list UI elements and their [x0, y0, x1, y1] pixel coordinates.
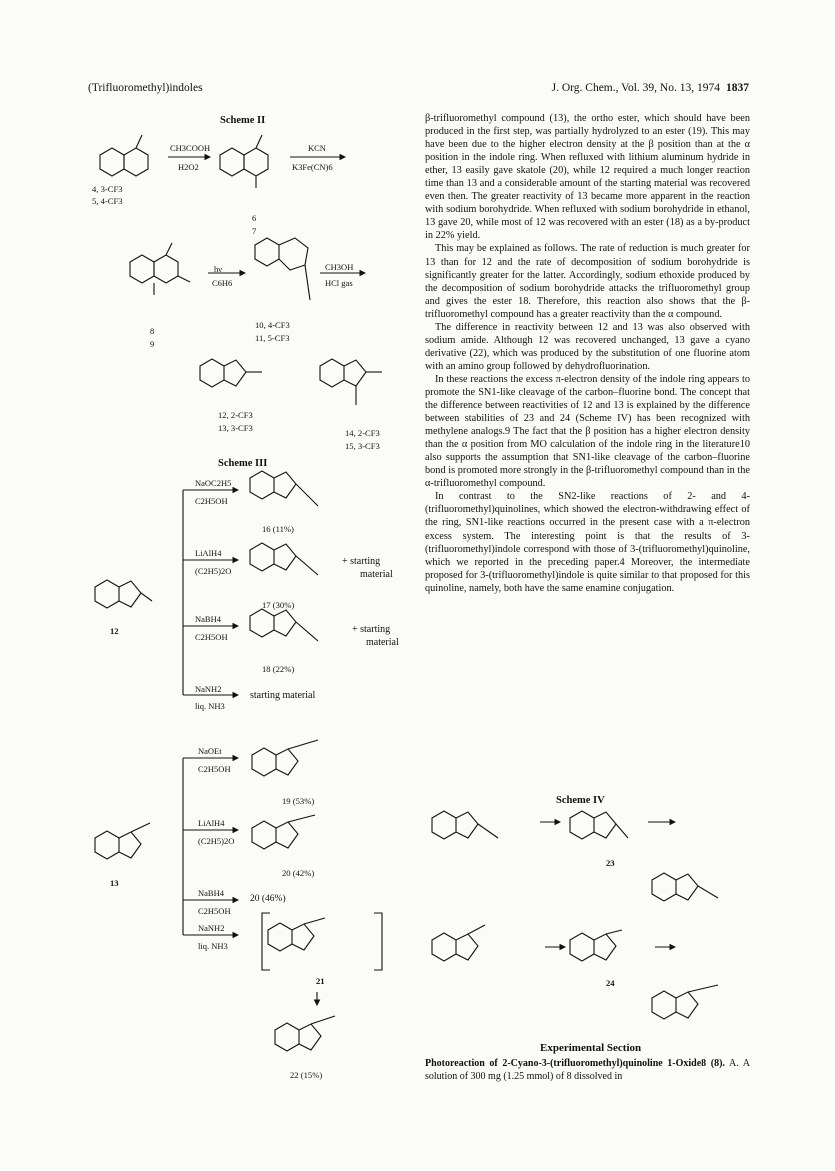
reagent: (C2H5)2O	[198, 836, 235, 846]
starting-material-note: material	[366, 637, 399, 648]
reagent: LiAlH4	[198, 818, 225, 828]
scheme-4-title: Scheme IV	[556, 795, 605, 806]
compound-label: 14, 2-CF3	[345, 428, 380, 438]
product-label: 22 (15%)	[290, 1070, 323, 1080]
running-head: (Trifluoromethyl)indoles	[88, 82, 203, 94]
compound-label: 6	[252, 213, 257, 223]
product-label: 19 (53%)	[282, 796, 315, 806]
compound-label: 23	[606, 858, 615, 868]
compound-label: 4, 3-CF3	[92, 184, 123, 194]
compound-label: 8	[150, 326, 155, 336]
reagent: NaBH4	[195, 614, 221, 624]
compound-label: 10, 4-CF3	[255, 320, 290, 330]
reagent: C2H5OH	[198, 906, 231, 916]
reagent: CH3OH	[325, 262, 354, 272]
reagent: NaNH2	[198, 923, 225, 933]
reagent: H2O2	[178, 162, 199, 172]
paragraph: This may be explained as follows. The rate of reduction is much greater for 13 than for 12 and the rate of decomposition of sodium borohydride is significantly greater for the latter. Accordingly, sodium ethoxide produced by the decomposition of sodium borohydride attacks the trifluoromethyl group and gives the ester 18. Therefore, this reaction also shows that the β-trifluoromethyl compound has a greater reactivity than the α compound.	[425, 243, 750, 320]
compound-label: 15, 3-CF3	[345, 441, 380, 451]
compound-label: 13, 3-CF3	[218, 423, 253, 433]
paragraph: The difference in reactivity between 12 and 13 was also observed with sodium amide. Although 12 was recovered unchanged, 13 gave a cyano derivative (22), which was produced by the substitution of one fluorine atom with an amino group followed by dehydrofluorination.	[425, 321, 750, 372]
section-heading: Experimental Section	[540, 1042, 642, 1054]
reagent: liq. NH3	[198, 941, 228, 951]
product-label: 17 (30%)	[262, 600, 295, 610]
reagent: C2H5OH	[195, 496, 228, 506]
starting-material-note: + starting	[342, 556, 381, 567]
page-number: 1837	[726, 82, 749, 94]
reagent: NaOC2H5	[195, 478, 232, 488]
paragraph: In these reactions the excess π-electron density of the indole ring appears to promote the SN1-like cleavage of the carbon–fluorine bond. The concept that the difference between reactivities of 12 and 13 is explained by the difference between stabilities of 23 and 24 (Scheme IV) has been recognized with methylene analogs.9 The fact that the β position has a higher electron density than the α position from MO calculation of the indole ring in the literature10 also supports the assumption that SN1-like cleavage of the carbon–fluorine bond is promoted more strongly in the β-trifluoromethyl compound than in the α-trifluoromethyl compound.	[425, 373, 750, 490]
experimental-text	[425, 1058, 750, 1083]
procedure-title: Photoreaction of 2-Cyano-3-(trifluoromethyl)quinoline 1-Oxide8 (8).	[425, 1058, 725, 1069]
compound-label: 5, 4-CF3	[92, 196, 123, 206]
starting-material-note: material	[360, 569, 393, 580]
product-label: 20 (42%)	[282, 868, 315, 878]
reagent: LiAlH4	[195, 548, 222, 558]
compound-label: 7	[252, 226, 257, 236]
compound-label: 13	[110, 878, 119, 888]
procedure-text: A. A solution of 300 mg (1.25 mmol) of 8 dissolved in	[425, 1058, 750, 1082]
compound-label: 24	[606, 978, 615, 988]
paragraph: In contrast to the SN2-like reactions of 2- and 4-(trifluoromethyl)quinolines, which showed the electron-withdrawing effect of the ring, SN1-like reactions occurred in the present case with a π-electron excess system. The interesting point is that the results of 3-(trifluoromethyl)indole correspond with those of 3-(trifluoromethyl)quinoline, which we reported in the preceding paper.4 Moreover, the intermediate proposed for 3-(trifluoromethyl)indole is quite similar to that proposed for this quinoline, namely, both have the same enamine conjugation.	[425, 491, 750, 594]
reagent: liq. NH3	[195, 701, 225, 711]
body-text	[425, 112, 750, 595]
reagent: NaOEt	[198, 746, 222, 756]
reagent: (C2H5)2O	[195, 566, 232, 576]
product-label: 18 (22%)	[262, 664, 295, 674]
product-label: 21	[316, 976, 325, 986]
starting-material-note: + starting	[352, 624, 391, 635]
reagent: NaBH4	[198, 888, 224, 898]
reagent: KCN	[308, 143, 326, 153]
compound-label: 12, 2-CF3	[218, 410, 253, 420]
reagent: C6H6	[212, 278, 233, 288]
scheme-3-title: Scheme III	[218, 458, 268, 469]
reagent: NaNH2	[195, 684, 222, 694]
compound-label: 12	[110, 626, 119, 636]
starting-material-note: starting material	[250, 690, 316, 701]
reagent: C2H5OH	[198, 764, 231, 774]
reagent: K3Fe(CN)6	[292, 162, 333, 172]
reagent: CH3COOH	[170, 143, 211, 153]
reagent: C2H5OH	[195, 632, 228, 642]
paragraph: β-trifluoromethyl compound (13), the ortho ester, which should have been produced in the first step, was partially hydrolyzed to an ester (19). This may have been due to the higher electron density at the β position than at the α position in the indole ring. When refluxed with lithium aluminum hydride in ether, 13 easily gave skatole (20), while 12 required a much longer reaction time than 13 and a considerable amount of the starting material was recovered even then. The greater reactivity of 13 became more apparent in the reaction with sodium borohydride. When refluxed with sodium borohydride in ethanol, 13 gave 20, while most of 12 was recovered with an ester (18) as a by-product in 22% yield.	[425, 113, 750, 242]
compound-label: 11, 5-CF3	[255, 333, 290, 343]
reagent: hν	[214, 264, 223, 274]
product-label: 16 (11%)	[262, 524, 294, 534]
compound-label: 9	[150, 339, 155, 349]
journal-name: J. Org. Chem., Vol. 39, No. 13, 1974	[551, 82, 720, 94]
scheme-2-title: Scheme II	[220, 115, 266, 126]
reagent: HCl gas	[325, 278, 353, 288]
product-label: 20 (46%)	[250, 894, 286, 904]
